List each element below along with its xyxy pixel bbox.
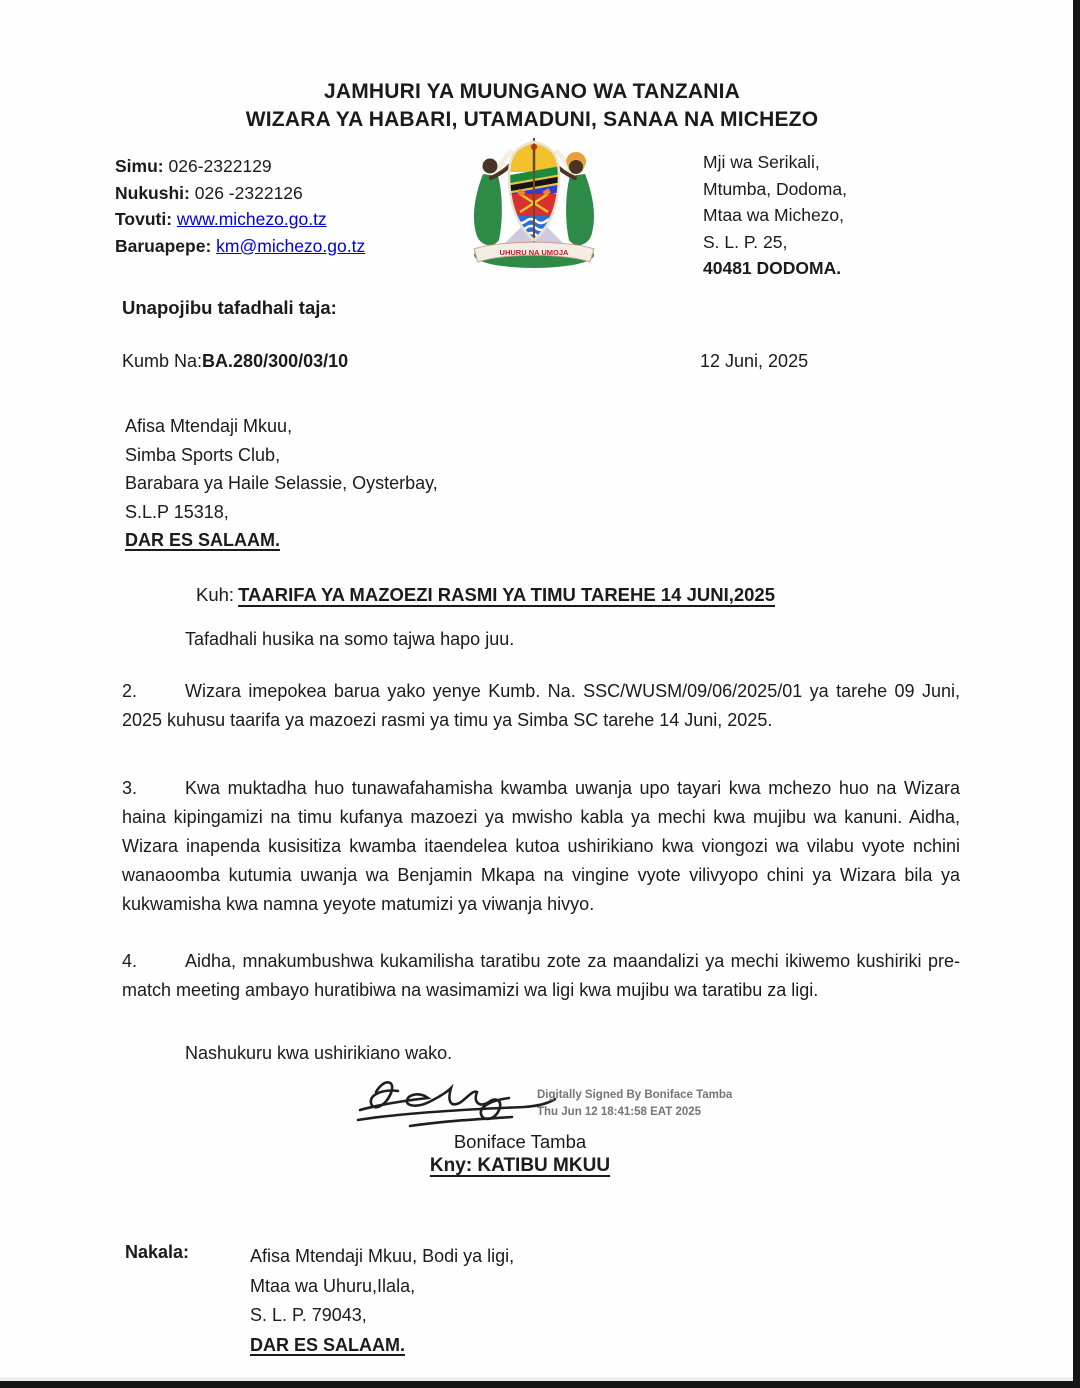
- closing-line: Nashukuru kwa ushirikiano wako.: [185, 1043, 453, 1063]
- signatory-name: Boniface Tamba: [453, 1131, 587, 1152]
- paragraph-number: 3.: [122, 778, 138, 798]
- paragraph-text: Aidha, mnakumbushwa kukamilisha taratibu zote za maandalizi ya mechi ikiwemo kushiriki pre-match meeting ambayo huratibiwa na wasimamizi wa ligi kwa mujibu wa taratibu za ligi.: [122, 951, 960, 1000]
- subject-line: [196, 584, 775, 606]
- copies-line: Afisa Mtendaji Mkuu, Bodi ya ligi,: [250, 1246, 515, 1266]
- reply-note: Unapojibu tafadhali taja:: [122, 297, 337, 318]
- recipient-line: Simba Sports Club,: [125, 444, 281, 465]
- fax-label: Nukushi:: [115, 182, 190, 203]
- phone-value: 026-2322129: [168, 156, 272, 176]
- subject-text: TAARIFA YA MAZOEZI RASMI YA TIMU TAREHE 14 JUNI,2025: [238, 584, 776, 605]
- website-link[interactable]: www.michezo.go.tz: [176, 209, 327, 229]
- paragraph-number: 2.: [122, 681, 138, 701]
- emblem-motto: UHURU NA UMOJA: [499, 248, 569, 257]
- digital-signature-stamp: [537, 1087, 732, 1121]
- address-city: 40481 DODOMA.: [703, 258, 842, 278]
- country-title: JAMHURI YA MUUNGANO WA TANZANIA: [323, 80, 741, 103]
- copies-label: Nakala:: [125, 1242, 190, 1262]
- paragraph-text: Kwa muktadha huo tunawafahamisha kwamba uwanja upo tayari kwa mchezo huo na Wizara haina kipingamizi na timu kufanya mazoezi ya mwisho kabla ya mechi kwa mujibu wa kanuni. Aidha, Wizara inapenda kusisitiza kwamba itaendelea kutoa ushirikiano kwa viongozi wa vilabu vyote nchini wanaoomba kutumia uwanja wa Benjamin Mkapa na vingine vyote vilivyopo chini ya Wizara bila ya kukwamisha kwa namna yeyote matumizi ya viwanja hivyo.: [122, 778, 960, 914]
- address-line: Mji wa Serikali,: [703, 152, 820, 172]
- email-line: [115, 233, 365, 260]
- website-label: Tovuti:: [115, 209, 173, 229]
- email-label: Baruapepe:: [115, 235, 212, 256]
- recipient-line: S.L.P 15318,: [125, 501, 229, 522]
- letterhead-title: [0, 78, 1064, 134]
- copies-city: DAR ES SALAAM.: [250, 1334, 406, 1355]
- recipient-address-block: [125, 412, 438, 555]
- signatory-title: Kny: KATIBU MKUU: [429, 1155, 611, 1176]
- copies-line: S. L. P. 79043,: [250, 1305, 367, 1325]
- website-line: [115, 206, 365, 233]
- address-line: Mtumba, Dodoma,: [703, 178, 847, 199]
- letter-date: 12 Juni, 2025: [700, 351, 809, 371]
- ministry-title: WIZARA YA HABARI, UTAMADUNI, SANAA NA MICHEZO: [245, 108, 819, 131]
- phone-line: [115, 153, 365, 180]
- paragraph-number: 4.: [122, 951, 138, 971]
- signatory-block: [360, 1129, 680, 1177]
- digital-signature-line1: Digitally Signed By Boniface Tamba: [537, 1089, 733, 1101]
- handwritten-signature: [352, 1076, 562, 1136]
- address-line: S. L. P. 25,: [703, 231, 788, 252]
- fax-value: 026 -2322126: [194, 182, 303, 203]
- tanzania-coat-of-arms-icon: [458, 136, 610, 276]
- copies-block: [250, 1242, 514, 1360]
- scan-edge-right: [1073, 0, 1080, 1388]
- contact-block: [115, 153, 365, 259]
- paragraph-text: Wizara imepokea barua yako yenye Kumb. Na. SSC/WUSM/09/06/2025/01 ya tarehe 09 Juni, 2025 kuhusu taarifa ya mazoezi rasmi ya timu ya Simba SC tarehe 14 Juni, 2025.: [122, 681, 960, 730]
- subject-label: Kuh:: [196, 584, 235, 605]
- recipient-line: Barabara ya Haile Selassie, Oysterbay,: [125, 473, 438, 493]
- paragraph-2: [122, 677, 960, 735]
- recipient-city: DAR ES SALAAM.: [125, 530, 281, 550]
- copies-line: Mtaa wa Uhuru,Ilala,: [250, 1275, 416, 1296]
- opening-line: Tafadhali husika na somo tajwa hapo juu.: [185, 629, 515, 649]
- address-line: Mtaa wa Michezo,: [703, 205, 845, 225]
- reference-label: Kumb Na:: [122, 351, 203, 371]
- reference-number: BA.280/300/03/10: [202, 351, 349, 371]
- scan-edge-bottom: [0, 1381, 1080, 1388]
- recipient-line: Afisa Mtendaji Mkuu,: [125, 416, 293, 436]
- paragraph-3: [122, 774, 960, 919]
- digital-signature-line2: Thu Jun 12 18:41:58 EAT 2025: [537, 1106, 702, 1118]
- email-link[interactable]: km@michezo.go.tz: [216, 235, 366, 256]
- reference-number-line: [122, 351, 348, 372]
- phone-label: Simu:: [115, 156, 164, 176]
- fax-line: [115, 180, 365, 207]
- paragraph-4: [122, 947, 960, 1005]
- sender-address-block: [703, 149, 847, 282]
